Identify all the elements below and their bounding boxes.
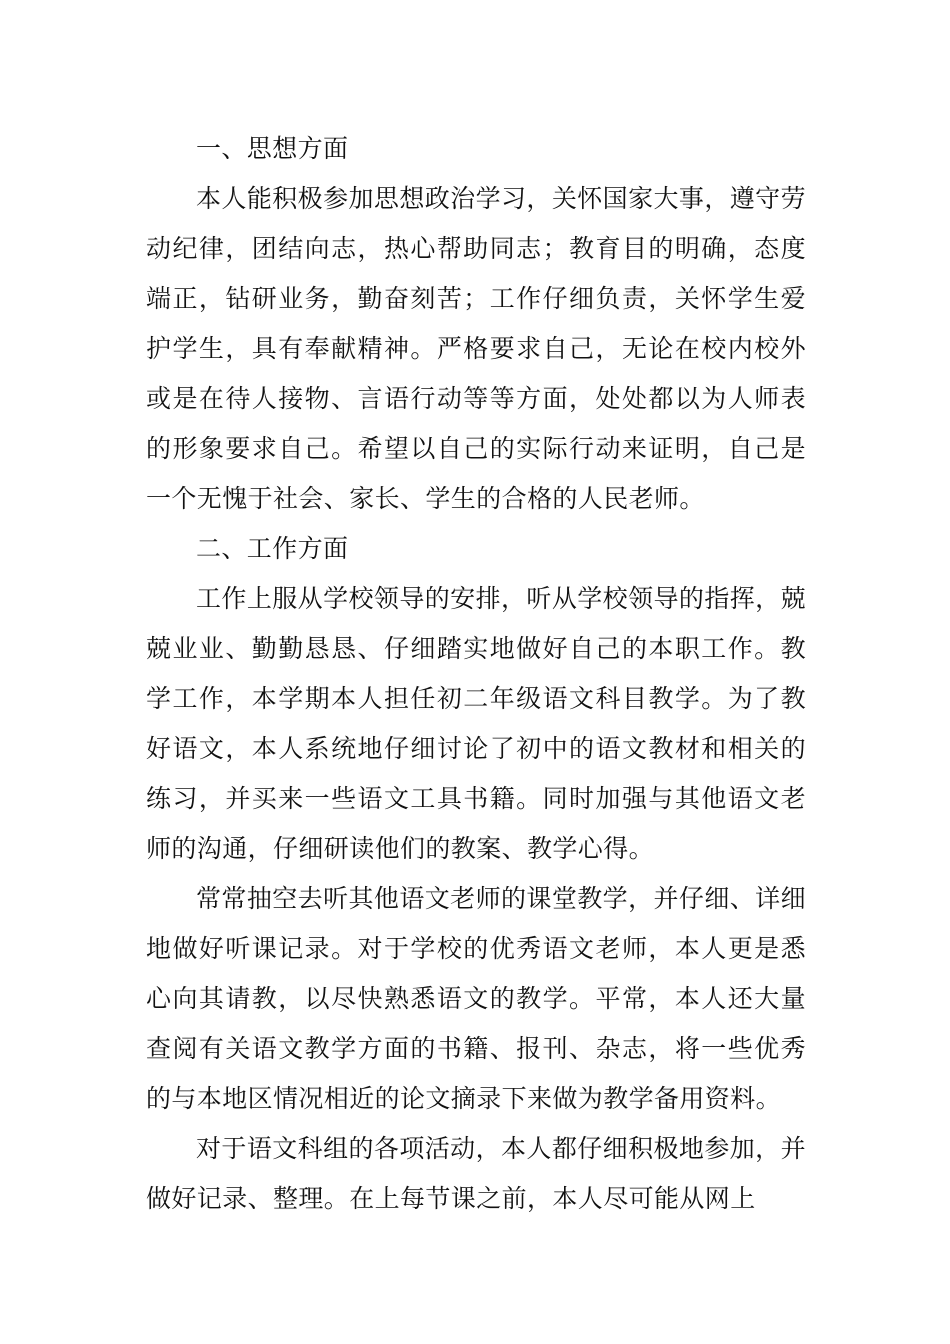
section-heading-thought: 一、思想方面 [196,134,349,163]
paragraph: 本人能积极参加思想政治学习，关怀国家大事，遵守劳动纪律，团结向志，热心帮助同志；教育目的明确，态度端正，钻研业务，勤奋刻苦；工作仔细负责，关怀学生爱护学生，具有奉献精神。严格要求自己，无论在校内校外或是在待人接物、言语行动等等方面，处处都以为人师表的形象要求自己。希望以自己的实际行动来证明，自己是一个无愧于社会、家长、学生的合格的人民老师。 [146,184,806,513]
paragraph: 工作上服从学校领导的安排，听从学校领导的指挥，兢兢业业、勤勤恳恳、仔细踏实地做好自己的本职工作。教学工作，本学期本人担任初二年级语文科目教学。为了教好语文，本人系统地仔细讨论了初中的语文教材和相关的练习，并买来一些语文工具书籍。同时加强与其他语文老师的沟通，仔细研读他们的教案、教学心得。 [146,584,806,863]
section-heading-work: 二、工作方面 [196,534,349,563]
paragraph: 常常抽空去听其他语文老师的课堂教学，并仔细、详细地做好听课记录。对于学校的优秀语文老师，本人更是悉心向其请教，以尽快熟悉语文的教学。平常，本人还大量查阅有关语文教学方面的书籍、报刊、杂志，将一些优秀的与本地区情况相近的论文摘录下来做为教学备用资料。 [146,884,806,1113]
paragraph: 对于语文科组的各项活动，本人都仔细积极地参加，并做好记录、整理。在上每节课之前，本人尽可能从网上 [146,1134,806,1213]
document-body [146,124,806,1224]
